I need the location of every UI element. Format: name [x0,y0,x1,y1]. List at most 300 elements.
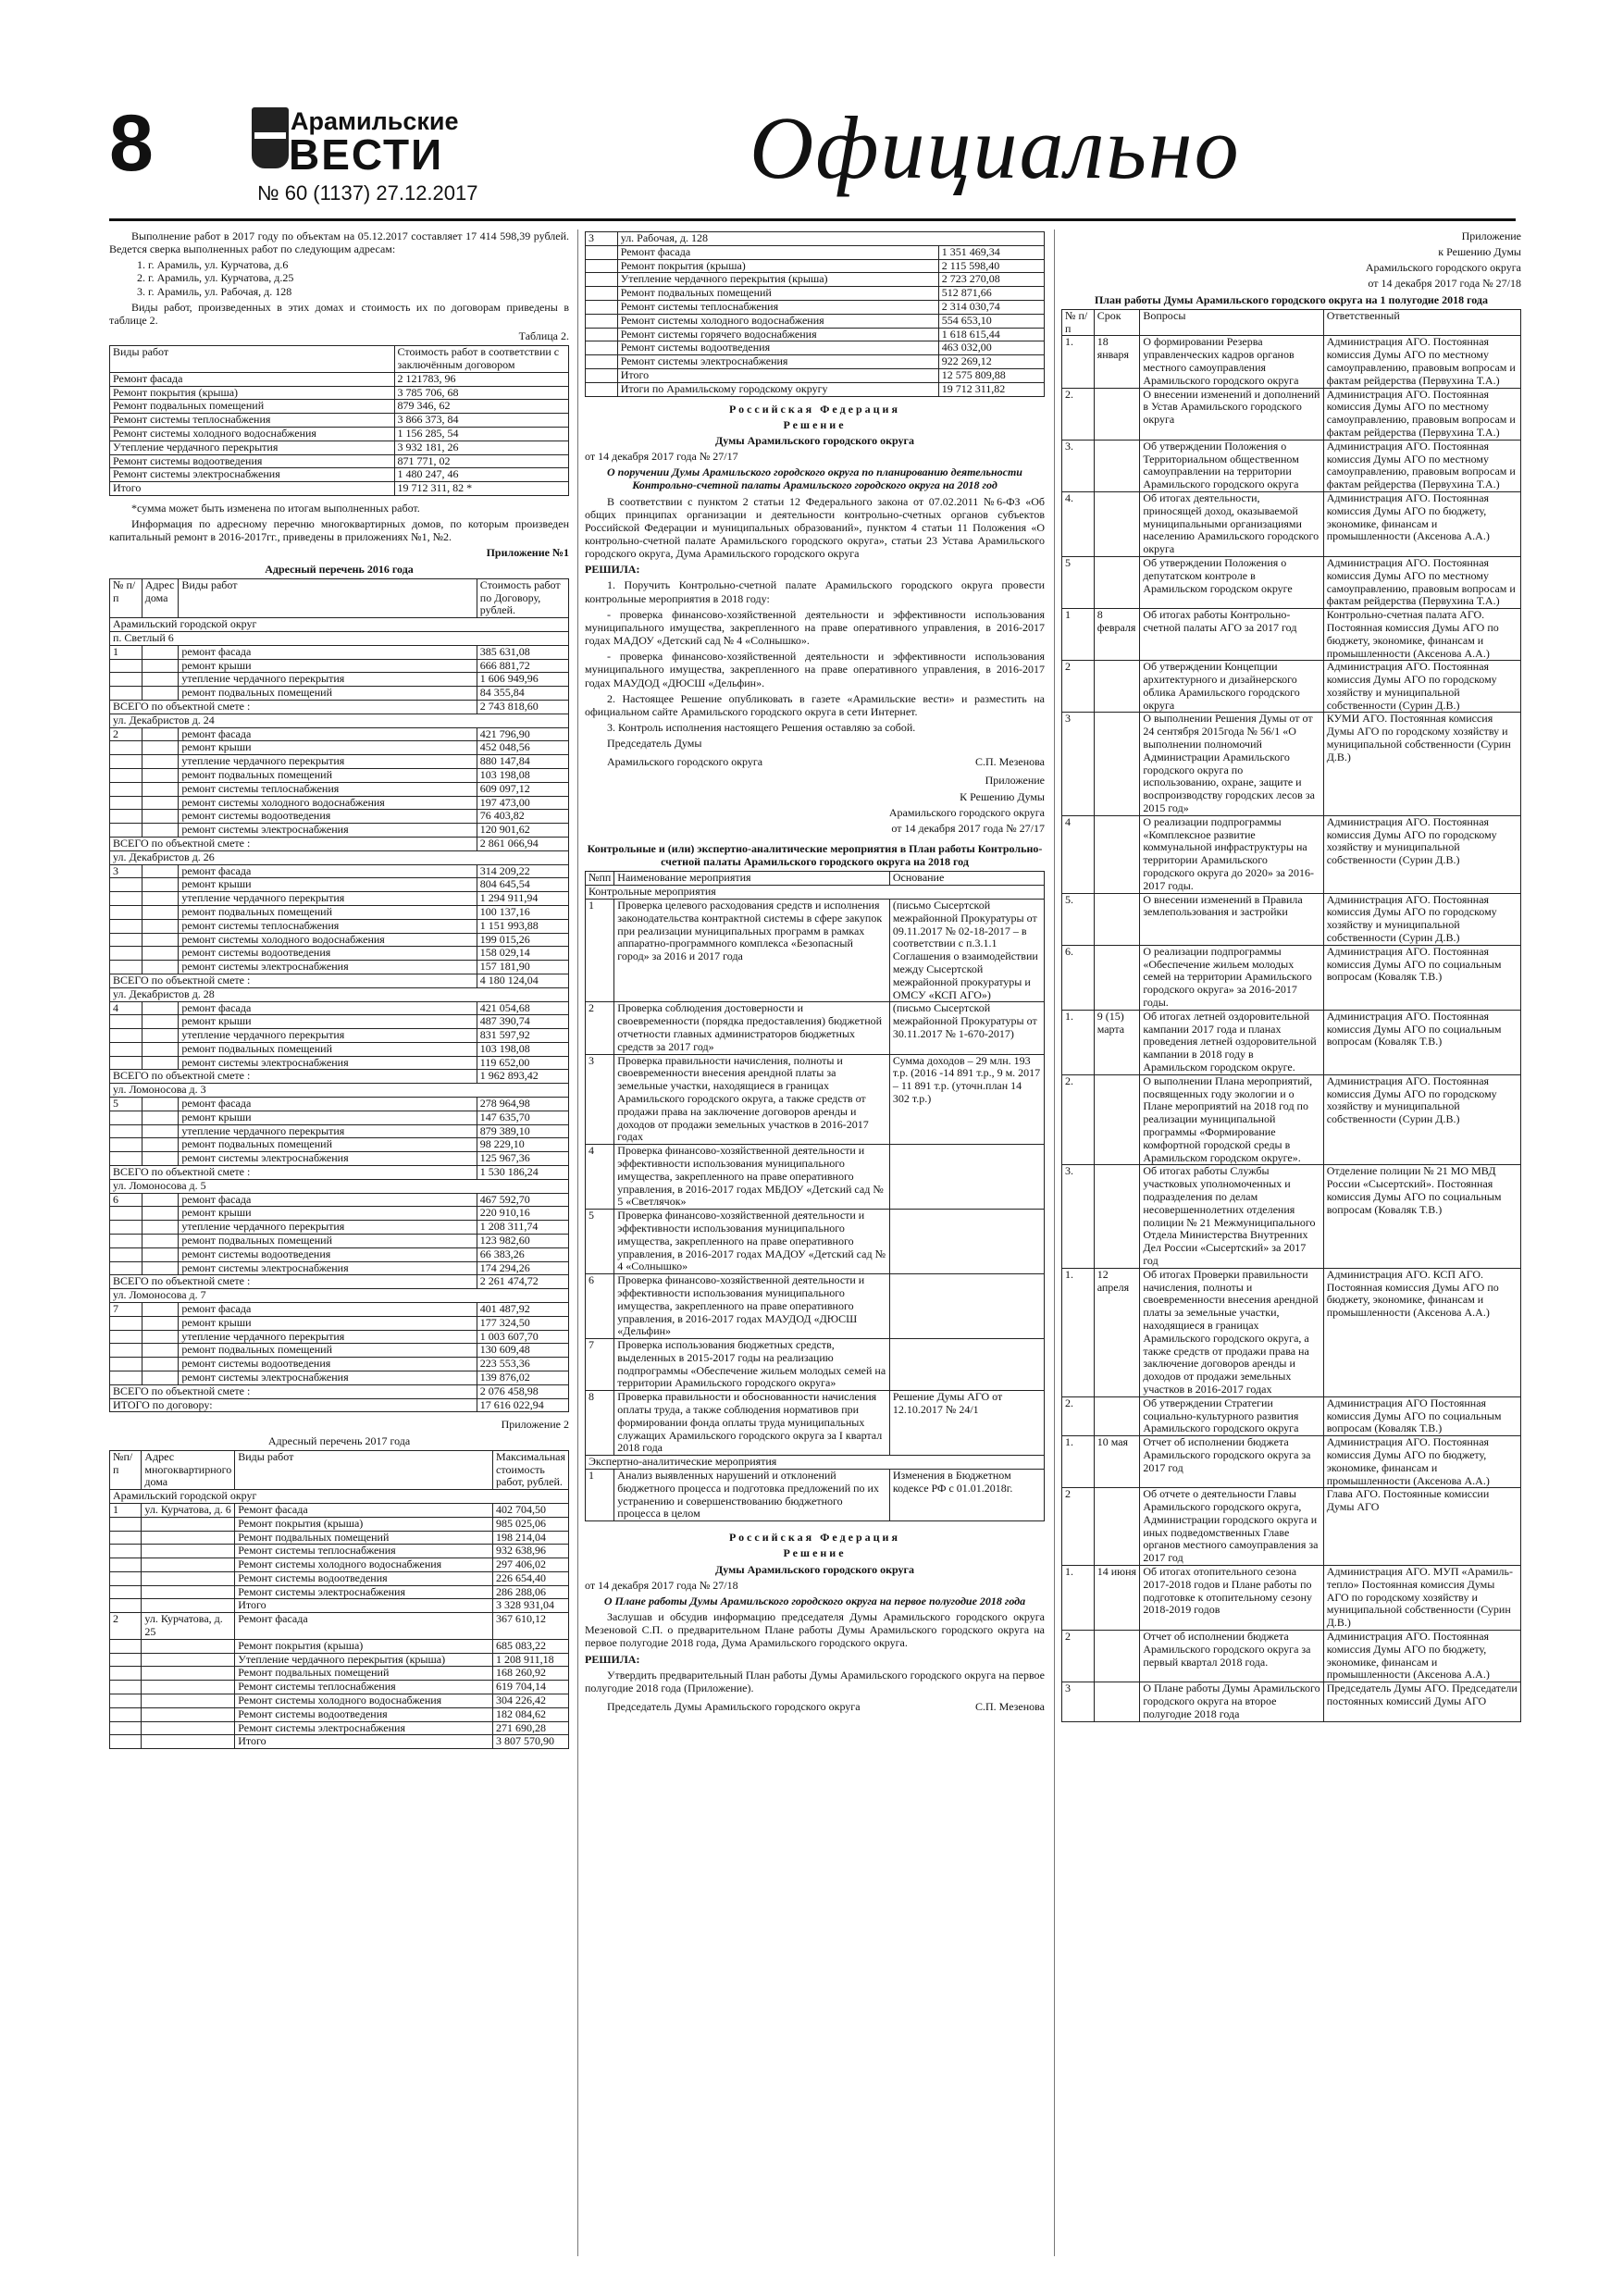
table-cell: ВСЕГО по объектной смете : [110,837,477,850]
table-cell: Ремонт системы водоотведения [235,1571,493,1585]
table-cell: Сумма доходов – 29 млн. 193 т.р. (2016 -14 891 т.р., 9 м. 2017 – 11 891 т.р. (уточн.план 14 302 т.р.) [889,1054,1044,1145]
table-cell: утепление чердачного перекрытия [179,1221,477,1235]
table-row [110,974,569,987]
table-row [110,386,569,400]
table-row [110,1721,569,1735]
table-row [1062,945,1521,1010]
table-cell: 147 635,70 [477,1111,568,1124]
table-cell [110,1653,142,1667]
table-cell [586,273,618,287]
table-row [110,837,569,850]
table-cell: 100 137,16 [477,905,568,919]
table-row [110,1207,569,1221]
table-cell: ул. Курчатова, д. 25 [142,1613,235,1640]
table-cell: 1 618 615,44 [938,328,1044,341]
table-cell: 2. [1062,1396,1095,1435]
table-cell [586,300,618,314]
table-cell: 2 115 598,40 [938,259,1044,273]
table-cell [586,259,618,273]
table-header-cell: Виды работ [235,1450,493,1489]
table-cell [142,1152,179,1166]
table-cell [142,1735,235,1749]
table-row [1062,1268,1521,1396]
table-cell: 197 473,00 [477,796,568,810]
table-cell: ВСЕГО по объектной смете : [110,974,477,987]
table-cell: 1. [1062,1436,1095,1488]
table-cell [110,673,142,687]
table-cell: 4 [1062,815,1095,893]
table-cell [110,1358,142,1371]
table-cell [142,1235,179,1248]
table-cell [110,741,142,755]
table-cell: 463 032,00 [938,341,1044,355]
table-row [110,1330,569,1344]
table-cell [110,782,142,796]
table-cell [110,1694,142,1708]
table-cell: ремонт крыши [179,1111,477,1124]
table-cell: ремонт системы водоотведения [179,1358,477,1371]
table-cell [110,810,142,824]
table-cell: 2 121783, 96 [394,372,568,386]
table-cell [1094,661,1140,713]
appendix-label: Арамильского городского округа [1365,261,1521,275]
table-cell: ремонт крыши [179,1207,477,1221]
table-row [110,400,569,414]
table-cell: 199 015,26 [477,933,568,947]
table-cell: Изменения в Бюджетном кодексе РФ с 01.01.2018г. [889,1470,1044,1521]
table-cell: Об утверждении Положения о Территориальном общественном самоуправлении на территории Арамильского городского округа [1140,440,1323,491]
table-cell [110,824,142,838]
table-row [110,905,569,919]
table-label: Таблица 2. [518,329,569,343]
table-cell [586,328,618,341]
table-cell [586,314,618,328]
table-cell: Об итогах деятельности, приносящей доход, оказываемой муниципальными организациями населению Арамильского городского округа [1140,491,1323,556]
table-cell [142,1585,235,1599]
table-cell: Администрация АГО. Постоянная комиссия Думы АГО по городскому хозяйству и муниципальной собственности (Сурин Д.В.) [1323,815,1520,893]
table-cell: Итого [235,1599,493,1613]
table-header-cell: Наименование мероприятия [614,872,890,886]
section-title: Официально [750,98,1241,197]
table-row [110,1358,569,1371]
table-cell: ремонт системы теплоснабжения [179,919,477,933]
table-cell [110,1056,142,1070]
table-cell: Ремонт подвальных помещений [235,1667,493,1681]
table-cell: Об итогах летней оздоровительной кампании 2017 года и планах проведения летней оздоровительной кампании в 2018 году в Арамильском городском округе. [1140,1010,1323,1074]
table-row [110,1503,569,1517]
table-cell: О внесении изменений в Правила землепользования и застройки [1140,893,1323,945]
column-2 [585,230,1045,1719]
page-header [0,0,1623,222]
table-row [110,1316,569,1330]
table-cell [142,892,179,906]
list-item: 3. г. Арамиль, ул. Рабочая, д. 128 [148,285,569,298]
table-cell: Отделение полиции № 21 МО МВД России «Сысертский». Постоянная комиссия Думы АГО по социальным вопросам (Коваляк Т.В.) [1323,1165,1520,1268]
page-number: 8 [109,99,154,188]
table-cell: Об утверждении Стратегии социально-культурного развития Арамильского городского округа [1140,1396,1323,1435]
table-cell: (письмо Сысертской межрайонной Прокуратуры от 30.11.2017 № 1-670-2017) [889,1002,1044,1054]
table-cell: Администрация АГО. Постоянная комиссия Думы АГО по местному самоуправлению, правовым вопросам и фактам рейдерства (Первухина Т.А.) [1323,388,1520,440]
table-cell: Ремонт покрытия (крыша) [617,259,938,273]
table-row [110,1179,569,1193]
table-cell: О реализации подпрограммы «Обеспечение жильем молодых семей на территории Арамильского городского округа» за 2016-2017 годы. [1140,945,1323,1010]
table-cell [142,1056,179,1070]
table-cell: 3. [1062,1165,1095,1268]
table-row [110,1681,569,1694]
table-cell [110,1558,142,1572]
intro-text: Выполнение работ в 2017 году по объектам на 05.12.2017 составляет 17 414 598,39 рублей. Ведется сверка выполненных работ по следующим адресам: [109,230,569,256]
table-row [110,1261,569,1275]
table-cell: Ремонт фасада [617,245,938,259]
table-cell: ремонт системы теплоснабжения [179,782,477,796]
table-row [110,1384,569,1398]
table-cell: ремонт системы водоотведения [179,810,477,824]
table-row [110,1694,569,1708]
table-row [586,328,1045,341]
table-cell [142,919,179,933]
table-cell [142,1694,235,1708]
table-row [110,454,569,468]
table-cell [142,1681,235,1694]
list-item: 1. г. Арамиль, ул. Курчатова, д.6 [148,258,569,271]
column-divider [577,230,578,2256]
doc-title: О поручении Думы Арамильского городского округа по планированию деятельности Контрольно-счетной палаты Арамильского городского округа на 2018 год [607,465,1022,492]
table-row [586,245,1045,259]
table-cell [142,947,179,961]
table-cell: ремонт системы электроснабжения [179,1371,477,1385]
table-cell: Администрация АГО. Постоянная комиссия Думы АГО по бюджету, экономике, финансам и промышленности (Аксенова А.А.) [1323,1436,1520,1488]
table-row [110,428,569,441]
table-cell: Ремонт подвальных помещений [617,287,938,301]
table-cell: п. Светлый 6 [110,631,569,645]
table-cell: утепление чердачного перекрытия [179,1124,477,1138]
table-row [1062,1396,1521,1435]
logo-bottom-text: ВЕСТИ [289,130,444,179]
table-cell: ремонт системы электроснабжения [179,961,477,974]
table-cell [142,905,179,919]
table-row [586,341,1045,355]
table-cell: 3 [586,232,618,246]
issue-number: № 60 (1137) 27.12.2017 [257,181,478,205]
table-cell: Проверка финансово-хозяйственной деятельности и эффективности использования муниципального имущества, закрепленного на праве оперативного управления, в 2016-2017 годах МБДОУ «Детский сад № 5 «Светлячок» [614,1145,890,1210]
table-row [110,987,569,1001]
table-cell: 5 [1062,556,1095,608]
table-row [1062,1682,1521,1721]
table-row [110,1193,569,1207]
table-row [586,368,1045,382]
table-cell: 5 [586,1210,614,1274]
table-row [586,1339,1045,1391]
table-row [110,782,569,796]
table-cell [110,1585,142,1599]
table-cell [110,933,142,947]
signature-name: С.П. Мезенова [975,1699,1045,1713]
table-cell: 3 [586,1054,614,1145]
table-cell [889,1145,1044,1210]
table-cell [142,1015,179,1029]
table-cell: 103 198,08 [477,1042,568,1056]
table-cell: 12 575 809,88 [938,368,1044,382]
table-cell [142,878,179,892]
address-list-2017-table [109,1450,569,1750]
table-cell: 1 530 186,24 [477,1166,568,1180]
table-cell: Об утверждении Концепции архитектурного и дизайнерского облика Арамильского городского округа [1140,661,1323,713]
table-cell: Об утверждении Положения о депутатском контроле в Арамильском городском округе [1140,556,1323,608]
appendix-label: Приложение №1 [486,546,569,560]
doc-title: О Плане работы Думы Арамильского городского округа на первое полугодие 2018 года [603,1594,1026,1607]
footnote: *сумма может быть изменена по итогам выполненных работ. [131,502,420,515]
table-cell: ремонт подвальных помещений [179,905,477,919]
table-cell: ул. Ломоносова д. 3 [110,1084,569,1098]
table-row [110,947,569,961]
table-cell: ремонт крыши [179,878,477,892]
table-cell: ремонт крыши [179,1015,477,1029]
table-cell: 385 631,08 [477,645,568,659]
table-cell: Администрация АГО. Постоянная комиссия Думы АГО по местному самоуправлению, правовым вопросам и фактам рейдерства (Первухина Т.А.) [1323,440,1520,491]
decided-label: РЕШИЛА: [585,1652,640,1666]
table-cell [142,1517,235,1531]
table-cell: 880 147,84 [477,755,568,769]
table-row [1062,893,1521,945]
table-cell [110,768,142,782]
table-cell [110,687,142,701]
table-header-cell: Ответственный [1323,309,1520,336]
table-cell: 7 [110,1303,142,1317]
table-row [1062,815,1521,893]
table-cell: Ремонт системы теплоснабжения [617,300,938,314]
table-cell: Ремонт фасада [235,1503,493,1517]
table-cell: ул. Ломоносова д. 5 [110,1179,569,1193]
table-row [110,1735,569,1749]
table-cell: Ремонт системы горячего водоснабжения [617,328,938,341]
table-cell: ремонт системы электроснабжения [179,1056,477,1070]
table-cell: О выполнении Решения Думы от от 24 сентября 2015года № 56/1 «О выполнении полномочий Администрации Арамильского городского округа по использованию, охране, защите и воспроизводству городских лесов за 2015 год» [1140,713,1323,815]
table-cell: ул. Декабристов д. 26 [110,850,569,864]
table-row [586,1456,1045,1470]
doc-type: Решение [783,1546,847,1560]
doc-authority: Думы Арамильского городского округа [714,433,915,447]
table-cell: 1. [1062,336,1095,388]
body-text: 3. Контроль исполнения настоящего Решения оставляю за собой. [607,721,916,734]
table-row [586,287,1045,301]
table-cell [142,1330,179,1344]
doc-date: от 14 декабря 2017 года № 27/17 [585,450,738,464]
table-cell: 220 910,16 [477,1207,568,1221]
table-cell: 3 785 706, 68 [394,386,568,400]
doc-authority: Думы Арамильского городского округа [714,1562,915,1576]
table-cell: 7 [586,1339,614,1391]
table-header-cell: Вопросы [1140,309,1323,336]
table-cell: Проверка соблюдения достоверности и своевременности (порядка предоставления) бюджетной отчетности главных администраторов бюджетных средств за 2017 год» [614,1002,890,1054]
table-cell: 2 743 818,60 [477,700,568,714]
table-cell: О формировании Резерва управленческих кадров органов местного самоуправления Арамильского городского округа [1140,336,1323,388]
table-cell: Решение Думы АГО от 12.10.2017 № 24/1 [889,1391,1044,1456]
table-row [586,1054,1045,1145]
table-cell [142,755,179,769]
table-cell: 2. [1062,1074,1095,1165]
table-cell [110,796,142,810]
table-cell [1094,1165,1140,1268]
table-row [110,1653,569,1667]
table-row [586,355,1045,369]
table-cell: 5 [110,1098,142,1111]
table-cell [586,341,618,355]
table-cell: 158 029,14 [477,947,568,961]
table-cell [142,1558,235,1572]
table-cell: ремонт подвальных помещений [179,1235,477,1248]
table-cell: 1 [586,900,614,1002]
table-cell [142,1207,179,1221]
table-cell: 314 209,22 [477,864,568,878]
table-cell [1094,1488,1140,1566]
coat-of-arms-icon [252,107,289,168]
appendix-label: Приложение 2 [501,1418,569,1432]
table-cell: 286 288,06 [493,1585,569,1599]
table-row [110,1152,569,1166]
table-row: Арамильский городской округ [110,1490,569,1504]
table-cell: 2 314 030,74 [938,300,1044,314]
table-cell: 421 054,68 [477,1001,568,1015]
table-row [110,1070,569,1084]
table-cell: 182 084,62 [493,1707,569,1721]
appendix-label: Приложение [985,774,1045,788]
table-cell: 1 962 893,42 [477,1070,568,1084]
table-cell: 3 807 570,90 [493,1735,569,1749]
table-cell: 1 351 469,34 [938,245,1044,259]
table-cell [142,1545,235,1558]
table-cell: 2 [110,1613,142,1640]
table-cell [142,864,179,878]
signature-role: Председатель Думы Арамильского городского округа [607,1699,861,1713]
table-cell: Ремонт подвальных помещений [235,1531,493,1545]
table-row [110,1221,569,1235]
table-cell: 6 [586,1274,614,1339]
table-cell: 19 712 311,82 [938,382,1044,396]
table-row [110,1571,569,1585]
table-cell: ВСЕГО по объектной смете : [110,700,477,714]
table-row [586,259,1045,273]
table-cell: 297 406,02 [493,1558,569,1572]
appendix-label: от 14 декабря 2017 года № 27/17 [891,821,1045,835]
table-row [110,878,569,892]
table-cell [142,1639,235,1653]
table-cell: Ремонт фасада [110,372,395,386]
table-cell [142,768,179,782]
table-cell: Администрация АГО. МУП «Арамиль-тепло» Постоянная комиссия Думы АГО по городскому хозяйству и муниципальной собственности (Сурин Д.В.) [1323,1566,1520,1631]
table-cell: Ремонт покрытия (крыша) [110,386,395,400]
table-cell: 1 208 311,74 [477,1221,568,1235]
table-cell [110,1111,142,1124]
body-text: Утвердить предварительный План работы Думы Арамильского городского округа на первое полугодие 2018 года (Приложение). [585,1668,1045,1694]
table-cell: 119 652,00 [477,1056,568,1070]
table-cell: ул. Рабочая, д. 128 [617,232,1044,246]
table-cell: утепление чердачного перекрытия [179,892,477,906]
table-cell: 487 390,74 [477,1015,568,1029]
table-cell [1094,1631,1140,1682]
table-cell [110,1571,142,1585]
table-cell: утепление чердачного перекрытия [179,1330,477,1344]
table-row [110,741,569,755]
appendix-label: Арамильского городского округа [888,805,1045,819]
table-cell: Ремонт покрытия (крыша) [235,1639,493,1653]
table-row [110,1124,569,1138]
table-cell [110,1721,142,1735]
table-cell [142,741,179,755]
table-cell: 6. [1062,945,1095,1010]
table-row [110,1599,569,1613]
table-cell: 10 мая [1094,1436,1140,1488]
table-cell: Об итогах работы Службы участковых уполномоченных и подразделения по делам несовершеннолетних отделения полиции № 21 Межмуниципального Отдела Министерства Внутренних Дел России «Сысертский» за 2017 год [1140,1165,1323,1268]
table-title: Контрольные и (или) экспертно-аналитические мероприятия в План работы Контрольно-счетной палаты Арамильского городского округа на 2018 год [587,842,1043,869]
table-row [110,1667,569,1681]
table-cell: 139 876,02 [477,1371,568,1385]
table-cell: 401 487,92 [477,1303,568,1317]
table-cell: 5. [1062,893,1095,945]
table-cell: 831 597,92 [477,1029,568,1043]
table-cell: Ремонт системы теплоснабжения [110,414,395,428]
table-cell: ремонт фасада [179,1303,477,1317]
table-cell [142,824,179,838]
table-cell [1094,713,1140,815]
table-cell [110,1029,142,1043]
table-header-cell: №п/п [110,1450,142,1489]
table-cell [142,933,179,947]
table-row [1062,713,1521,815]
table-row [110,1398,569,1412]
table-cell: утепление чердачного перекрытия [179,1029,477,1043]
table-cell [110,961,142,974]
table-row [110,1303,569,1317]
table-row [110,1545,569,1558]
signature-role: Председатель Думы [607,737,702,751]
column-divider [1054,230,1055,2256]
table-cell [586,355,618,369]
table-cell: 8 [586,1391,614,1456]
table-cell: Проверка правильности и обоснованности начисления оплаты труда, а также соблюдения нормативов при формировании фонда оплаты труда муниципальных служащих Арамильского городского округа за I квартал 2018 года [614,1391,890,1456]
table-row [110,441,569,454]
table-cell [889,1339,1044,1391]
table-cell: 76 403,82 [477,810,568,824]
table-cell: Администрация АГО. Постоянная комиссия Думы АГО по местному самоуправлению, правовым вопросам и фактам рейдерства (Первухина Т.А.) [1323,556,1520,608]
table-cell: 17 616 022,94 [477,1398,568,1412]
table-cell [1094,388,1140,440]
table-cell: 871 771, 02 [394,454,568,468]
table-cell [110,659,142,673]
table-cell: утепление чердачного перекрытия [179,673,477,687]
table-cell: Ремонт системы теплоснабжения [235,1545,493,1558]
table-row [110,850,569,864]
table-cell [110,1316,142,1330]
table-section-row: Контрольные мероприятия [586,886,1045,900]
table-cell: Ремонт системы электроснабжения [617,355,938,369]
table-cell: Ремонт системы электроснабжения [110,468,395,482]
table-cell [142,1571,235,1585]
table-cell: ул. Ломоносова д. 7 [110,1289,569,1303]
table-cell: Утепление чердачного перекрытия (крыша) [617,273,938,287]
table-row [1062,1436,1521,1488]
table-cell: Итого [617,368,938,382]
table-cell [1094,1682,1140,1721]
table-cell: 168 260,92 [493,1667,569,1681]
table-cell: 512 871,66 [938,287,1044,301]
table-cell [142,1707,235,1721]
body-text: Информация по адресному перечню многоквартирных домов, по которым произведен капитальный ремонт в 2016-2017гг., приведены в приложениях №1, №2. [109,517,569,544]
table-cell: Администрация АГО Постоянная комиссия Думы АГО по социальным вопросам (Коваляк Т.В.) [1323,1396,1520,1435]
table-cell: 3 932 181, 26 [394,441,568,454]
table-row [110,1371,569,1385]
table-cell [110,1545,142,1558]
table-row [110,1275,569,1289]
